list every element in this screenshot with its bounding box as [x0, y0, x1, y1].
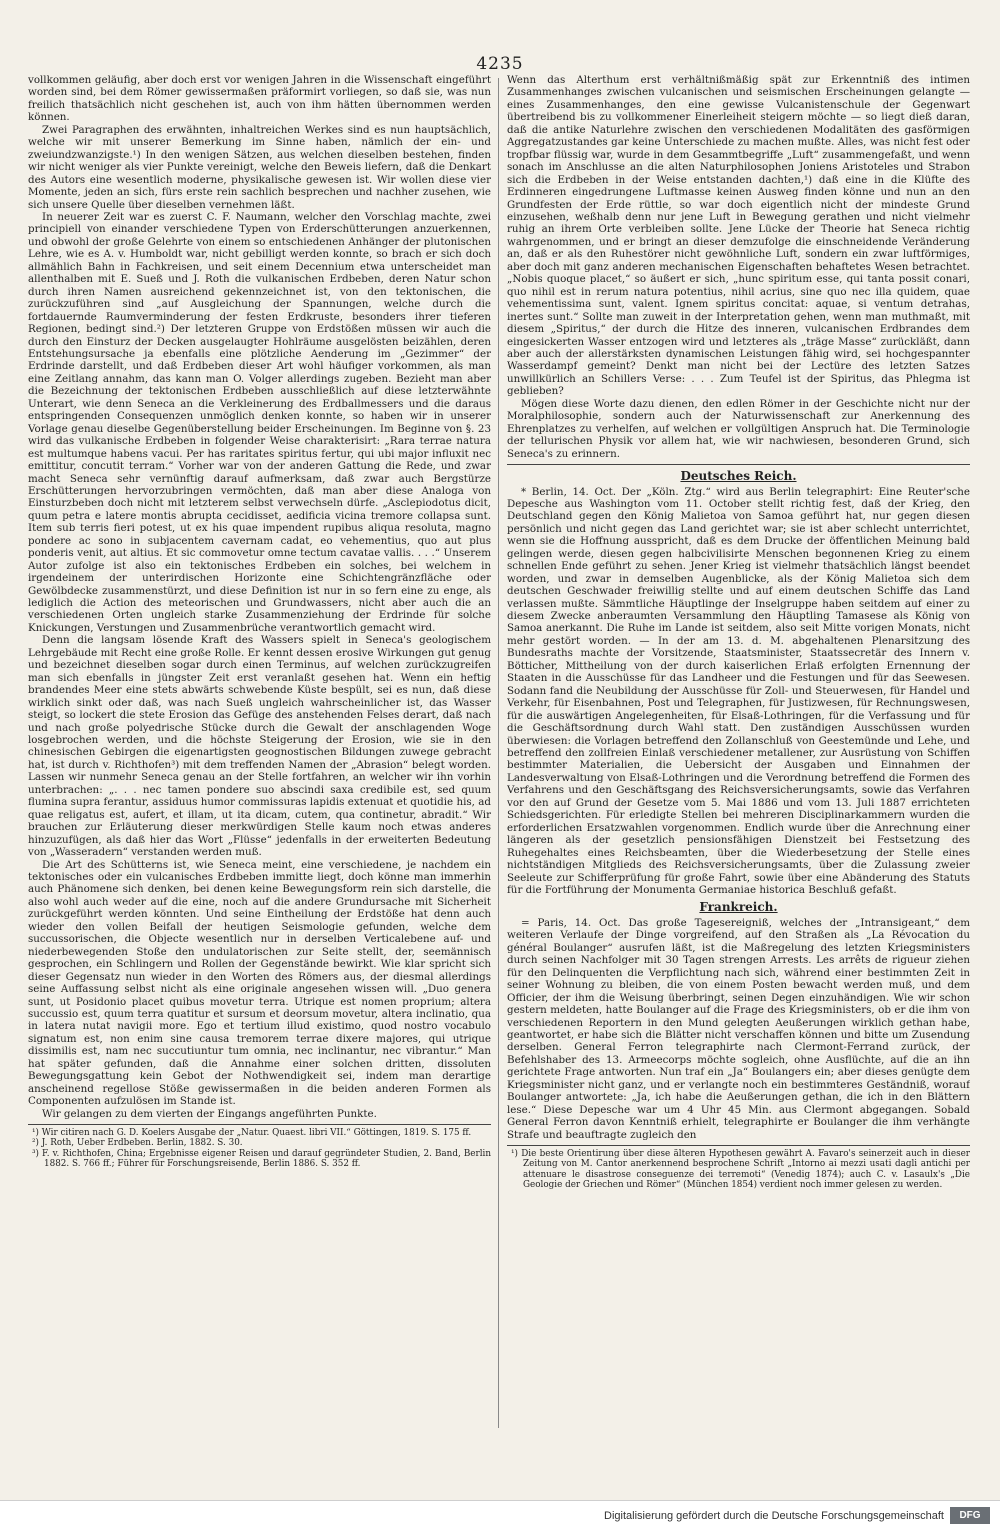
footer-credit: Digitalisierung gefördert durch die Deutsche Forschungsgemeinschaft	[604, 1510, 944, 1522]
section-heading-deutsches-reich: Deutsches Reich.	[680, 469, 797, 484]
footnote-rule	[28, 1124, 491, 1125]
paris-article: = Paris, 14. Oct. Das große Tagesereigniß, welches der „Intransigeant,“ dem weiteren Verlaufe der Dinge vorgreifend, auf den Straßen als „La Révocation du général Boulanger“ ausrufen läßt, ist die Maßregelung des letzten Kriegsministers durch seinen Nachfolger mit 30 Tagen strengen Arrests. Les arrêts de rigueur ziehen für den Delinquenten die Verpflichtung nach sich, während einer bestimmten Zeit in seiner Wohnung zu bleiben, die von einem Posten bewacht werden muß, und dem Officier, der ihm die Weisung überbringt, seinen Degen einzuhändigen. Wie wir schon gestern meldeten, hatte Boulanger auf die Frage des Kriegsministers, ob er die ihm von verschiedenen Reportern in den Mund gelegten Aeußerungen wirklich gethan habe, geantwortet, er habe sich die Blätter nicht verschaffen können und bitte um Zusendung derselben. General Ferron telegraphirte nach Clermont-Ferrand zurück, der Befehlshaber des 13. Armeecorps möchte sogleich, ohne Ausflüchte, auf die an ihn gerichtete Frage antworten. Nun traf ein „Ja“ Boulangers ein; aber dieses genügte dem Kriegsminister nicht ganz, und er verlangte noch ein bestimmteres Geständniß, worauf Boulanger antwortete: „Ja, ich habe die Aeußerungen gethan, die ich in den Blättern lese.“ Diese Depesche war um 4 Uhr 45 Min. aus Clermont abgegangen. Sobald General Ferron davon Kenntniß erhielt, telegraphirte er Boulanger die ihm verhängte Strafe und beauftragte zugleich den	[507, 916, 970, 1141]
right-paragraph-1: Wenn das Alterthum erst verhältnißmäßig spät zur Erkenntniß des intimen Zusammenhanges zwischen vulcanischen und seismischen Erscheinungen gelangte — eines Zusammenhanges, den eine gewisse Vulcanistenschule der Gegenwart übertreibend bis zu vollkommener Einerleiheit steigern möchte — so liegt dieß daran, daß die antike Naturlehre zwischen den verschiedenen Modalitäten des gasförmigen Aggregatzustandes gar keine Unterschiede zu machen mußte. Alles, was nicht fest oder tropfbar flüssig war, wurde in dem Gesammtbegriffe „Luft“ zusammengefaßt, und wenn sonach im Anschlusse an die alten Naturphilosophen Joniens Aristoteles und Strabon sich die Erdbeben in der Weise entstanden dachten,¹) daß eine in die Klüfte des Erdinneren eingedrungene Luftmasse keinen Ausweg finden könne und nun an den Grundfesten der Erde rüttle, so war doch eigentlich nicht der mindeste Grund einzusehen, weßhalb denn nur jene Luft in Bewegung gerathen und nicht vielmehr ruhig an ihrem Orte verbleiben sollte. Jene Lücke der Theorie hat Seneca richtig wahrgenommen, und er bringt an dieser demzufolge die einschneidende Veränderung an, daß er als den Ruhestörer nicht gewöhnliche Luft, sondern ein zwar luftförmiges, aber doch mit ganz anderen mechanischen Eigenschaften behaftetes Wesen betrachtet. „Nobis quoque placet,“ so äußert er sich, „hunc spiritum esse, qui tanta possit conari, quo nihil est in rerum natura potentius, nihil acrius, sine quo nec illa quidem, quae vehementissima sunt, valent. Ignem spiritus concitat: aquae, si ventum detrahas, inertes sunt.“ Sollte man zuweit in der Interpretation gehen, wenn man muthmaßt, mit diesem „Spiritus,“ der durch die Hitze des inneren, vulcanischen Erdbrandes dem eingesickerten Wasser entzogen wird und letzteres als „träge Masse“ zurückläßt, dann aber auch der allerstärksten dynamischen Leistungen fähig wird, sei hochgespannter Wasserdampf gemeint? Denkt man nicht bei der Lectüre des letzten Satzes unwillkürlich an Schillers Verse: . . . Zum Teufel ist der Spiritus, das Phlegma ist geblieben?	[507, 74, 970, 398]
left-paragraph-4: Denn die langsam lösende Kraft des Wassers spielt in Seneca's geologischem Lehrgebäude mit Recht eine große Rolle. Er kennt dessen erosive Wirkungen gut genug und bezeichnet dieselben sogar durch einen Terminus, auf welchen zurückzugreifen man sich ebenfalls in jüngster Zeit erst veranlaßt gesehen hat. Wenn ein heftig brandendes Meer eine stets abwärts schwebende Küste bespült, sei es nun, daß diese wirklich sinkt oder daß, was nach Sueß ungleich wahrscheinlicher ist, das Wasser steigt, so lockert die stete Erosion das Gefüge des anstehenden Felses derart, daß nach und nach große polyedrische Stücke durch die Gewalt der anschlagenden Woge losgebrochen werden, und die höchste Steigerung der Erosion, wie sie in den chinesischen Gebirgen die eigenartigsten geognostischen Bildungen zuwege gebracht hat, ist durch v. Richthofen³) mit dem treffenden Namen der „Abrasion“ belegt worden. Lassen wir nunmehr Seneca genau an der Stelle fortfahren, an welcher wir ihn vorhin unterbrachen: „. . . nec tamen pondere suo abscindi saxa credibile est, sed quum flumina supra ferantur, assiduus humor commissuras lapidis extenuat et quotidie his, ad quae religatus est, aufert, et illam, ut ita dicam, cutem, qua continetur, abradit.“ Wir brauchen zur Erläuterung dieser merkwürdigen Stelle kaum noch etwas anderes hinzuzufügen, als daß hier das Wort „Flüsse“ jedenfalls in der erweiterten Bedeutung von „Wasseradern“ verstanden werden muß.	[28, 634, 491, 859]
right-footnotes	[507, 1149, 970, 1191]
right-footnote-1: ¹) Die beste Orientirung über diese älteren Hypothesen gewährt A. Favaro's seinerzeit auch in dieser Zeitung von M. Cantor anerkennend besprochene Schrift „Intorno ai mezzi usati dagli antichi per attenuare le disastrose conseguenze dei terremoti“ (Venedig 1874); auch C. v. Lasaulx's „Die Geologie der Griechen und Römer“ (München 1854) verdient noch immer gelesen zu werden.	[511, 1149, 970, 1191]
left-paragraph-2: Zwei Paragraphen des erwähnten, inhaltreichen Werkes sind es nun hauptsächlich, welche wir mit unserer Bemerkung im Sinne haben, nämlich der ein- und zweiundzwanzigste.¹) In den wenigen Sätzen, aus welchen dieselben bestehen, finden wir nicht weniger als vier Punkte vereinigt, welche den Beweis liefern, daß die Denkart des Autors eine wesentlich moderne, physikalische gewesen ist. Wir wollen diese vier Momente, jeden an sich, fürs erste rein sachlich besprechen und nachher zusehen, wie sich unsere Quelle über dieselben vernehmen läßt.	[28, 123, 491, 211]
column-divider	[498, 78, 499, 1428]
left-paragraph-3: In neuerer Zeit war es zuerst C. F. Naumann, welcher den Vorschlag machte, zwei principiell von einander verschiedene Typen von Erderschütterungen anzuerkennen, und obwohl der große Gelehrte von einem so entschiedenen Anhänger der plutonischen Lehre, wie es A. v. Humboldt war, nicht gebilligt werden konnte, so brach er sich doch allmählich Bahn in Fachkreisen, und seit einem Decennium etwa unterscheidet man allenthalben mit E. Sueß und J. Roth die vulkanischen Erdbeben, deren Natur schon durch ihren Namen ausreichend gekennzeichnet ist, von den tektonischen, die zurückzuführen sind „auf Ausgleichung der Spannungen, welche durch die fortdauernde Raumverminderung der festen Erdkruste, besonders ihrer tieferen Regionen, bedingt sind.²) Der letzteren Gruppe von Erdstößen müssen wir auch die durch den Einsturz der Decken ausgelaugter Hohlräume ausgelösten beizählen, deren Entstehungsursache ja ebenfalls eine plötzliche Aenderung im „Gezimmer“ der Erdrinde darstellt, und daß Erdbeben dieser Art wohl häufiger vorkommen, als man eine Zeitlang annahm, das kann man O. Volger allerdings zugeben. Bezieht man aber die Bezeichnung der tektonischen Erdbeben ausschließlich auf diese letzterwähnte Unterart, wie denn Seneca an die Verkleinerung des Erdballmessers und die daraus entspringenden Consequenzen unmöglich denken konnte, so haben wir in unserer Vorlage genau dieselbe Gegenüberstellung beider Erscheinungen. Im Beginne von §. 23 wird das vulkanische Erdbeben in folgender Weise charakterisirt: „Rara terrae natura est multumque habens vacui. Per has raritates spiritus fertur, qui ubi major influxit nec emittitur, concutit terram.“ Vorher war von der anderen Gattung die Rede, und zwar macht Seneca sehr vernünftig darauf aufmerksam, daß zwar auch Bergstürze Erschütterungen hervorzubringen vermöchten, daß man aber diese Analoga von Einsturzbeben doch nicht mit letzterem selbst verwechseln dürfe. „Asclepiodotus dicit, quum petra e latere montis abrupta cecidisset, aedificia vicina tremore collapsa sunt. Item sub terris fieri potest, ut ex his quae impendent rupibus aliqua resoluta, magno pondere ac sono in subjacentem cavernam cadat, eo vehementius, quo aut plus ponderis venit, aut altius. Et sic commovetur omne tectum cavatae vallis. . . .“ Unserem Autor zufolge ist also ein tektonisches Erdbeben ein solches, bei welchem in irgendeinem der unterirdischen Horizonte eine Schichtengränzfläche oder Gewölbdecke zusammenstürzt, und diese Definition ist nur in so fern eine zu enge, als lediglich die Action des meteorischen und Grundwassers, nicht aber auch die an verschiedenen Orten ungleich starke Zusammenziehung der Erdrinde für solche Knickungen, Verstungen und Zusammenbrüche verantwortlich gemacht wird.	[28, 210, 491, 634]
dfg-logo: DFG	[950, 1507, 990, 1524]
left-footnote-3: ³) F. v. Richthofen, China; Ergebnisse eigener Reisen und darauf gegründeter Studien, 2. Band, Berlin 1882. S. 766 ff.; Führer für Forschungsreisende, Berlin 1886. S. 352 ff.	[32, 1148, 491, 1170]
left-paragraph-5: Die Art des Schütterns ist, wie Seneca meint, eine verschiedene, je nachdem ein tektonisches oder ein vulcanisches Erdbeben immitte liegt, doch könne man immerhin auch Phänomene sich denken, bei denen keine Bewegungsform rein sich darstelle, die also wohl auch weder auf die eine, noch auf die andere Grundursache mit Sicherheit zurückgeführt werden könnten. Und seine Eintheilung der Erdstöße hat denn auch wieder den vollen Beifall der heutigen Seismologie gefunden, welche dem succussorischen, die Objecte wesentlich nur in derselben Verticalebene auf- und niederbewegenden Stoße den undulatorischen zur Seite stellt, der, seemännisch gesprochen, ein Schlingern und Rollen der Gegenstände bewirkt. Wie klar spricht sich dieser Gegensatz nun wieder in den Worten des Römers aus, der diesmal allerdings seine Auffassung selbst nicht als eine originale angesehen wissen will. „Duo genera sunt, ut Posidonio placet quibus movetur terra. Utrique est nomen proprium; altera succussio est, quum terra quatitur et sursum et deorsum movetur, altera inclinatio, qua in latera nutat navigii more. Ego et tertium illud existimo, quod nostro vocabulo signatum est, non enim sine causa tremorem terrae dixere majores, qui utrique dissimilis est, nam nec succutiuntur tum omnia, nec inclinantur, nec vibrantur.“ Man hat später gefunden, daß die Annahme einer solchen dritten, dissoluten Bewegungsgattung kein Gebot der Nothwendigkeit sei, indem man derartige anscheinend regellose Stöße gewissermaßen in die beiden anderen Formen als Componenten aufzulösen im Stande ist.	[28, 858, 491, 1108]
left-column	[28, 74, 491, 1424]
left-footnote-1: ¹) Wir citiren nach G. D. Koelers Ausgabe der „Natur. Quaest. libri VII.“ Göttingen, 1819. S. 175 ff.	[32, 1128, 472, 1139]
right-column	[507, 74, 970, 1394]
left-footnote-2: ²) J. Roth, Ueber Erdbeben. Berlin, 1882. S. 30.	[32, 1138, 243, 1149]
footnote-rule-right	[507, 1145, 970, 1146]
page-number: 4235	[476, 54, 524, 74]
right-paragraph-2: Mögen diese Worte dazu dienen, den edlen Römer in der Geschichte nicht nur der Moralphilosophie, sondern auch der Naturwissenschaft zur Anerkennung des Ehrenplatzes zu verhelfen, auf welchen er vollgültigen Anspruch hat. Die Terminologie der tellurischen Physik vor allem hat, wie wir nachwiesen, besonderen Grund, sich Seneca's zu erinnern.	[507, 397, 970, 460]
berlin-article: * Berlin, 14. Oct. Der „Köln. Ztg.“ wird aus Berlin telegraphirt: Eine Reuter'sche Depesche aus Washington vom 11. October stellt richtig fest, daß der Krieg, den Deutschland gegen den König Malietoa von Samoa geführt hat, nur gegen diesen persönlich und nicht gegen das Land gerichtet war; sie ist aber schlecht unterrichtet, wenn sie die Hoffnung ausspricht, daß es dem Drucke der öffentlichen Meinung bald gelingen werde, diesen gegen halbcivilisirte Menschen begonnenen Krieg zu einem schnellen Ende geführt zu sehen. Jener Krieg ist vielmehr thatsächlich längst beendet worden, und zwar in demselben Augenblicke, als der König Malietoa sich dem deutschen Geschwader freiwillig stellte und auf einem deutschen Schiffe das Land verlassen mußte. Sämmtliche Häuptlinge der Inselgruppe haben seitdem auf einer zu diesem Zwecke anberaumten Versammlung den Häuptling Tamasese als König von Samoa anerkannt. Die Ruhe im Lande ist seitdem, also seit Mitte vorigen Monats, nicht mehr gestört worden. — In der am 13. d. M. abgehaltenen Plenarsitzung des Bundesraths machte der Vorsitzende, Staatsminister, Staatssecretär des Innern v. Bötticher, Mittheilung von der durch kaiserlichen Erlaß erfolgten Ernennung der Staaten in die Ausschüsse für das Landheer und die Festungen und für das Seewesen. Sodann fand die Neubildung der Ausschüsse für Zoll- und Steuerwesen, für Handel und Verkehr, für Eisenbahnen, Post und Telegraphen, für Justizwesen, für Rechnungswesen, für die auswärtigen Angelegenheiten, für Elsaß-Lothringen, für die Verfassung und für die Geschäftsordnung durch Wahl statt. Den zuständigen Ausschüssen wurden überwiesen: die Vorlagen betreffend den Zollanschluß von Geestemünde und Lehe, und betreffend den zollfreien Einlaß verschiedener metallener, zur Ausrüstung von Schiffen bestimmter Materialien, die Uebersicht der Ausgaben und Einnahmen der Landesverwaltung von Elsaß-Lothringen und die Verordnung betreffend die Formen des Verfahrens und den Geschäftsgang des Reichsversicherungsamts, sowie das Verfahren vor den auf Grund der Gesetze vom 5. Mai 1886 und vom 13. Juli 1887 errichteten Schiedsgerichten. Für erledigte Stellen bei mehreren Disciplinarkammern wurden die erforderlichen Ersatzwahlen vorgenommen. Endlich wurde über die Anrechnung einer längeren als der gesetzlich pensionsfähigen Dienstzeit bei Festsetzung des Ruhegehaltes eines Reichsbeamten, über die Wiederbesetzung der Stelle eines nichtständigen Mitglieds des Reichsversicherungsamts, über die Zulassung zweier Seeleute zur Schifferprüfung für große Fahrt, sowie über eine Abänderung des Statuts für die Fortführung der Monumenta Germaniae historica Beschluß gefaßt.	[507, 485, 970, 896]
left-paragraph-6: Wir gelangen zu dem vierten der Eingangs angeführten Punkte.	[42, 1107, 377, 1120]
left-footnotes	[28, 1128, 491, 1170]
section-rule	[507, 464, 970, 465]
footer-bar	[0, 1500, 1000, 1532]
left-paragraph-1: vollkommen geläufig, aber doch erst vor wenigen Jahren in die Wissenschaft eingeführt worden sind, bei dem Römer gewissermaßen präformirt vorliegen, so daß sie, was nun freilich thatsächlich nicht geschehen ist, auch von ihm hätten übernommen werden können.	[28, 74, 491, 124]
section-heading-frankreich: Frankreich.	[699, 900, 778, 915]
